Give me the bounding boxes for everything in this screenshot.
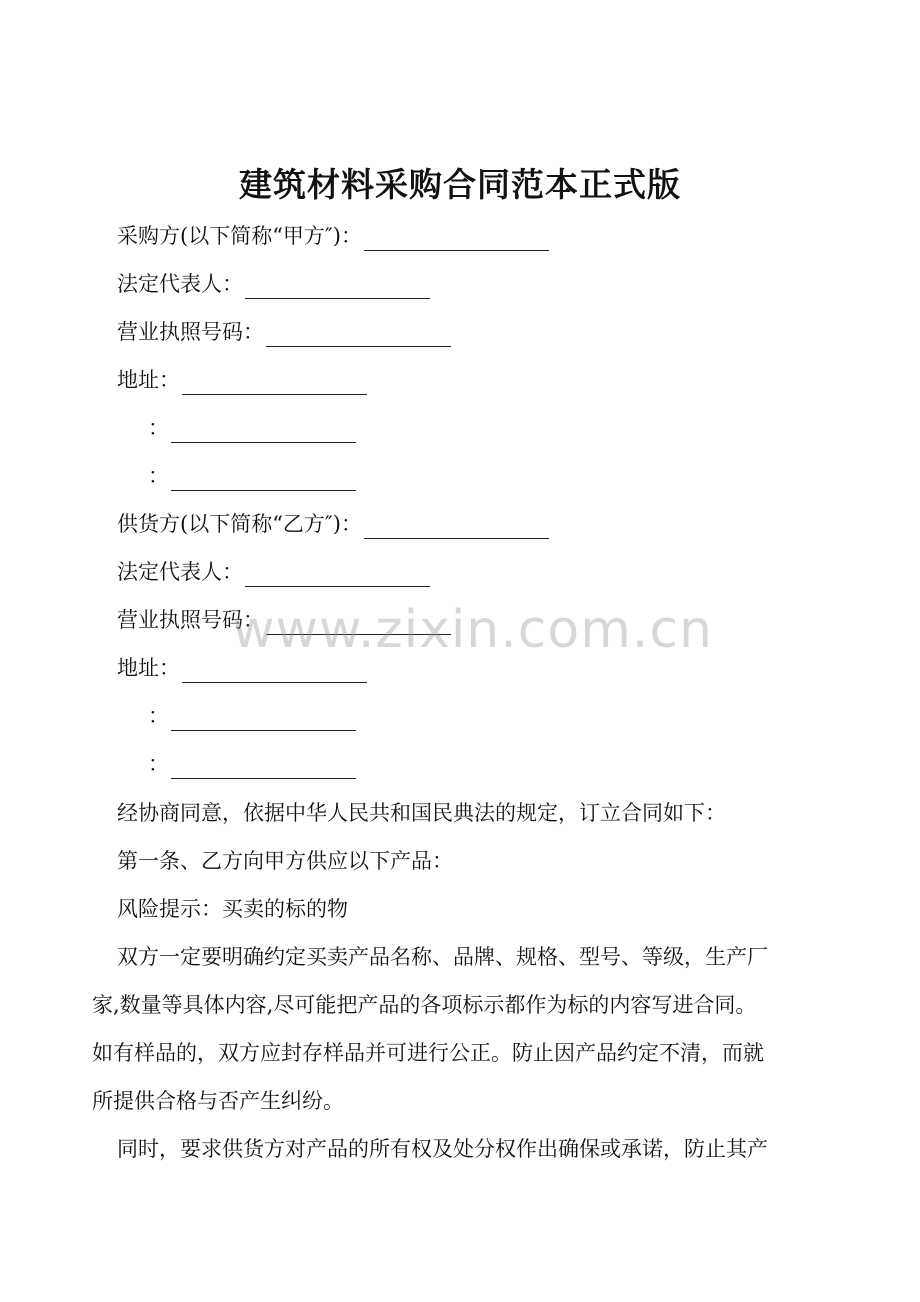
- seller-address-blank[interactable]: [182, 660, 367, 683]
- buyer-extra2-blank[interactable]: [171, 468, 356, 491]
- seller-rep-blank[interactable]: [245, 564, 430, 587]
- seller-heading-label: 供货方(以下简称“乙方″)：: [117, 512, 362, 536]
- buyer-address-blank[interactable]: [182, 372, 367, 395]
- paragraph-1-line-4: 所提供合格与否产生纠纷。: [92, 1089, 344, 1113]
- buyer-name-blank[interactable]: [364, 228, 549, 251]
- buyer-address-field[interactable]: [117, 365, 367, 395]
- seller-license-field[interactable]: [117, 605, 451, 635]
- seller-name-blank[interactable]: [364, 516, 549, 539]
- seller-address-label: 地址：: [117, 656, 180, 680]
- seller-extra2-blank[interactable]: [171, 756, 356, 779]
- agreement-text: 经协商同意，依据中华人民共和国民典法的规定，订立合同如下：: [117, 801, 726, 825]
- buyer-license-blank[interactable]: [266, 324, 451, 347]
- paragraph-1-line-3: 如有样品的，双方应封存样品并可进行公正。防止因产品约定不清，而就: [92, 1041, 764, 1065]
- paragraph-1-line-1: 双方一定要明确约定买卖产品名称、品牌、规格、型号、等级，生产厂: [117, 945, 768, 969]
- buyer-rep-blank[interactable]: [245, 276, 430, 299]
- buyer-license-field[interactable]: [117, 317, 451, 347]
- buyer-rep-field[interactable]: [117, 269, 430, 299]
- seller-rep-field[interactable]: [117, 557, 430, 587]
- buyer-license-label: 营业执照号码：: [117, 320, 264, 344]
- paragraph-2-line-1: 同时，要求供货方对产品的所有权及处分权作出确保或承诺，防止其产: [117, 1137, 768, 1161]
- seller-extra1-label: ：: [148, 704, 169, 728]
- seller-license-blank[interactable]: [266, 612, 451, 635]
- buyer-extra1-label: ：: [148, 416, 169, 440]
- risk-note: 风险提示：买卖的标的物: [117, 897, 348, 921]
- paragraph-1-line-2: 家,数量等具体内容,尽可能把产品的各项标示都作为标的内容写进合同。: [92, 993, 757, 1017]
- buyer-extra1-field[interactable]: [148, 413, 356, 443]
- buyer-extra2-field[interactable]: [148, 461, 356, 491]
- seller-extra1-field[interactable]: [148, 701, 356, 731]
- seller-rep-label: 法定代表人：: [117, 560, 243, 584]
- seller-extra2-field[interactable]: [148, 749, 356, 779]
- seller-extra2-label: ：: [148, 752, 169, 776]
- seller-heading-field[interactable]: [117, 509, 549, 539]
- buyer-heading-field[interactable]: [117, 221, 549, 251]
- buyer-extra1-blank[interactable]: [171, 420, 356, 443]
- seller-extra1-blank[interactable]: [171, 708, 356, 731]
- buyer-rep-label: 法定代表人：: [117, 272, 243, 296]
- seller-license-label: 营业执照号码：: [117, 608, 264, 632]
- buyer-heading-label: 采购方(以下简称“甲方″)：: [117, 224, 362, 248]
- watermark: www.zixin.com.cn: [232, 600, 713, 660]
- buyer-extra2-label: ：: [148, 464, 169, 488]
- buyer-address-label: 地址：: [117, 368, 180, 392]
- article-1-heading: 第一条、乙方向甲方供应以下产品：: [117, 849, 453, 873]
- seller-address-field[interactable]: [117, 653, 367, 683]
- document-title: 建筑材料采购合同范本正式版: [239, 165, 681, 204]
